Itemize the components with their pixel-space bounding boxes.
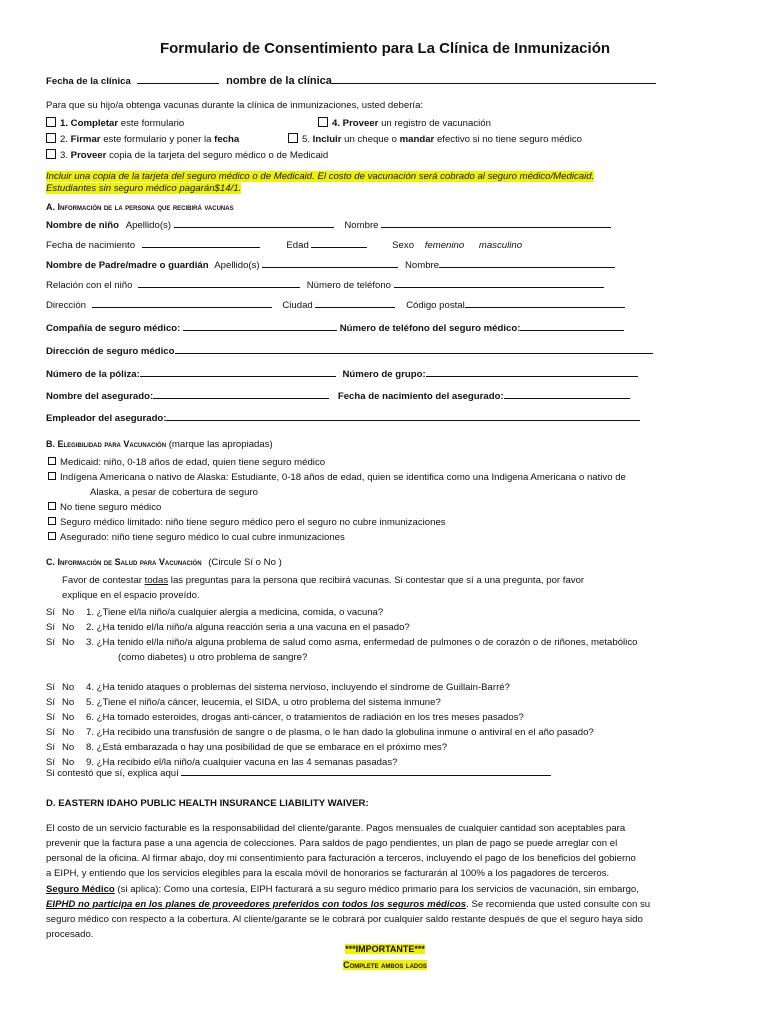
answer-no-option[interactable]: No [62, 607, 75, 618]
insurance-address-row [46, 344, 653, 357]
health-question: 9. ¿Ha recibido el/la niño/a cualquier vacuna en las 4 semanas pasadas? [86, 757, 398, 768]
child-name-row [46, 218, 611, 231]
answer-no-option[interactable]: No [62, 637, 75, 648]
relation-field[interactable] [138, 278, 300, 288]
step-1-bold: 1. Completar [60, 118, 119, 129]
zip-label: Código postal [406, 300, 465, 311]
employer-field[interactable] [166, 411, 640, 421]
birthdate-field[interactable] [142, 238, 260, 248]
notice-line-2: Estudiantes sin seguro médico pagarán$14/1. [46, 183, 242, 194]
answer-yes-option[interactable]: Sí [46, 682, 56, 693]
city-field[interactable] [315, 298, 395, 308]
section-b-heading-row [46, 439, 273, 450]
birthdate-label: Fecha de nacimiento [46, 240, 136, 251]
insured-row [46, 389, 630, 402]
step-5 [288, 133, 582, 145]
seguro-text: (si aplica): Como una cortesía, EIPH facturará a su seguro médico primario para los servicios de vacunación, sin embargo, [114, 884, 639, 895]
sex-male-option[interactable]: masculino [478, 240, 523, 251]
answer-no-option[interactable]: No [62, 712, 75, 723]
eligibility-option-label: Indígena Americana o nativo de Alaska: Estudiante, 0-18 años de edad, quien se identifica como una Indigena Americana o nativo de [60, 472, 626, 483]
eligibility-option-limited [48, 517, 446, 528]
eligibility-option-label: Seguro médico limitado: niño tiene seguro médico pero el seguro no cubre inmunizaciones [60, 517, 446, 528]
insurance-company-label: Compañía de seguro médico: [46, 323, 181, 334]
address-label: Dirección [46, 300, 86, 311]
step-2-text: este formulario y poner la [100, 134, 215, 145]
insured-birthdate-label: Fecha de nacimiento del asegurado: [337, 391, 504, 402]
sex-female-option[interactable]: femenino [424, 240, 465, 251]
answer-no-option[interactable]: No [62, 682, 75, 693]
clinic-header-row [46, 74, 656, 87]
age-label: Edad [286, 240, 309, 251]
insurance-phone-label: Número de teléfono del seguro médico: [339, 323, 521, 334]
answer-no-option[interactable]: No [62, 622, 75, 633]
footer-complete [0, 960, 770, 970]
insured-birthdate-field[interactable] [504, 389, 630, 399]
sex-label: Sexo [392, 240, 415, 251]
intro-text: Para que su hijo/a obtenga vacunas durante la clínica de inmunizaciones, usted debería: [46, 100, 424, 111]
birth-row [46, 238, 522, 251]
step-3-bold: Proveer [70, 150, 107, 161]
step-4-checkbox[interactable] [318, 117, 328, 127]
answer-yes-option[interactable]: Sí [46, 757, 56, 768]
employer-label: Empleador del asegurado: [46, 413, 167, 424]
answer-yes-option[interactable]: Sí [46, 622, 56, 633]
step-5-bold-2: mandar [399, 134, 435, 145]
zip-field[interactable] [465, 298, 625, 308]
health-question: 5. ¿Tiene el niño/a cáncer, leucemia, el SIDA, u otro problema del sistema inmune? [86, 697, 441, 708]
insurance-phone-field[interactable] [520, 321, 624, 331]
answer-yes-option[interactable]: Sí [46, 697, 56, 708]
waiver-line-2: prevenir que la factura pase a una agencia de colecciones. Para saldos de pago pendientes, un plan de pago se puede arreglar con el [46, 838, 618, 849]
step-2-bold: Firmar [70, 134, 101, 145]
step-5-number: 5. [302, 134, 313, 145]
section-c-intro-2: explique en el espacio proveído. [62, 590, 200, 601]
phone-field[interactable] [394, 278, 604, 288]
health-question: 3. ¿Ha tenido el/la niño/a alguna problema de salud como asma, enfermedad de pulmones o de corazón o de riñones, metabólico [86, 637, 638, 648]
eligibility-option-medicaid [48, 457, 325, 468]
guardian-lastname-field[interactable] [262, 258, 398, 268]
waiver-line-4: a EIPH, y entiendo que los servicios elegibles para la escala móvil de honorarios se facturarán al 100% a los pagadores de terceros. [46, 868, 610, 879]
eligibility-checkbox[interactable] [48, 532, 56, 540]
employer-row [46, 411, 640, 424]
age-field[interactable] [311, 238, 367, 248]
intro-pre: Favor de contestar [62, 575, 145, 586]
insurance-address-label: Dirección de seguro médico [46, 346, 175, 357]
child-name-label: Nombre de niño [46, 220, 120, 231]
eligibility-checkbox[interactable] [48, 517, 56, 525]
child-lastname-label: Apellido(s) [125, 220, 172, 231]
guardian-lastname-label: Apellido(s) [214, 260, 260, 271]
insurance-company-row [46, 321, 624, 334]
relation-label: Relación con el niño [46, 280, 133, 291]
section-c-instruction: (Circule Sí o No ) [208, 557, 282, 568]
step-4-text: un registro de vacunación [378, 118, 491, 129]
intro-post: las preguntas para la persona que recibirá vacunas. Si contestar que sí a una pregunta, por favor [168, 575, 585, 586]
step-3 [46, 149, 328, 161]
waiver-line-8: procesado. [46, 929, 94, 940]
group-field[interactable] [426, 367, 638, 377]
answer-yes-option[interactable]: Sí [46, 742, 56, 753]
step-5-text: un cheque o [341, 134, 400, 145]
health-question: 7. ¿Ha recibido una transfusión de sangre o de plasma, o le han dado la globulina inmune o antiviral en el año pasado? [86, 727, 594, 738]
step-2-number: 2. [60, 134, 71, 145]
guardian-label: Nombre de Padre/madre o guardián [46, 260, 209, 271]
section-c-intro [62, 575, 584, 586]
step-2-bold-2: fecha [214, 134, 240, 145]
address-row [46, 298, 625, 311]
insured-name-field[interactable] [153, 389, 329, 399]
step-1-text: este formulario [118, 118, 185, 129]
eligibility-checkbox[interactable] [48, 502, 56, 510]
waiver-line-1: El costo de un servicio facturable es la responsabilidad del cliente/garante. Pagos mensuales de cualquier cantidad son aceptables para [46, 823, 626, 834]
eligibility-option-label: No tiene seguro médico [60, 502, 162, 513]
health-question: 8. ¿Está embarazada o hay una posibilidad de que se embarace en el próximo mes? [86, 742, 448, 753]
eligibility-option-native-cont: Alaska, a pesar de cobertura de seguro [90, 487, 258, 498]
child-firstname-label: Nombre [344, 220, 379, 231]
step-4 [318, 117, 491, 129]
waiver-line-7: seguro médico con respecto a la cobertura. Al cliente/garante se le cobrará por cualquier saldo restante después de que el seguro haya sido [46, 914, 643, 925]
relation-row [46, 278, 604, 291]
clinic-date-label: Fecha de la clínica [46, 76, 131, 87]
insured-name-label: Nombre del asegurado: [46, 391, 154, 402]
answer-yes-option[interactable]: Sí [46, 712, 56, 723]
section-c-heading-row [46, 557, 282, 568]
explain-label: Si contestó que sí, explica aquí [46, 768, 179, 779]
guardian-row [46, 258, 615, 271]
step-4-bold: 4. Proveer [332, 118, 379, 129]
clinic-name-label: nombre de la clínica [226, 75, 332, 87]
phone-label: Número de teléfono [306, 280, 392, 291]
health-question: 6. ¿Ha tomado esteroides, drogas anti-cáncer, o tratamientos de radiación en los tres meses pasados? [86, 712, 524, 723]
insurance-address-field[interactable] [175, 344, 653, 354]
health-question: 4. ¿Ha tenido ataques o problemas del sistema nervioso, incluyendo el síndrome de Guillain-Barré? [86, 682, 510, 693]
section-c-heading: C. Información de Salud para Vacunación [46, 557, 202, 567]
policy-label: Número de la póliza: [46, 369, 140, 380]
health-question: 2. ¿Ha tenido el/la niño/a alguna reacción seria a una vacuna en el pasado? [86, 622, 410, 633]
guardian-firstname-field[interactable] [439, 258, 615, 268]
eligibility-option-label: Medicaid: niño, 0-18 años de edad, quien tiene seguro médico [60, 457, 326, 468]
clinic-name-field[interactable] [332, 74, 656, 84]
section-b-heading: B. Elegibilidad para Vacunación [46, 439, 167, 449]
complete-both-sides-label: Complete ambos lados [343, 960, 427, 970]
eligibility-checkbox[interactable] [48, 457, 56, 465]
answer-yes-option[interactable]: Sí [46, 637, 56, 648]
eligibility-option-label: Asegurado: niño tiene seguro médico lo cual cubre inmunizaciones [60, 532, 345, 543]
step-1 [46, 117, 184, 129]
insurance-notice [46, 171, 594, 194]
guardian-firstname-label: Nombre [404, 260, 440, 271]
eligibility-option-insured [48, 532, 345, 543]
footer-important [0, 944, 770, 954]
eligibility-option-uninsured [48, 502, 161, 513]
child-firstname-field[interactable] [381, 218, 611, 228]
explain-field[interactable] [181, 766, 551, 776]
eiphd-line [46, 899, 650, 910]
policy-row [46, 367, 638, 380]
waiver-line-3: personal de la oficina. Al firmar abajo, doy mi consentimiento para facturación a terceros, incluyendo el pago de los beneficios del gobierno [46, 853, 636, 864]
eligibility-option-native [48, 472, 626, 483]
answer-no-option[interactable]: No [62, 742, 75, 753]
section-d-heading: D. EASTERN IDAHO PUBLIC HEALTH INSURANCE LIABILITY WAIVER: [46, 798, 369, 809]
health-question: 1. ¿Tiene el/la niño/a cualquier alergia a medicina, comida, o vacuna? [86, 607, 384, 618]
step-2 [46, 133, 239, 145]
notice-line-1: Incluir una copia de la tarjeta del seguro médico o de Medicaid. El costo de vacunación será cobrado al seguro médico/Medicaid. [46, 171, 595, 182]
eiphd-notice: EIPHD no participa en los planes de proveedores preferidos con todos los seguros médicos [46, 899, 467, 910]
step-3-number: 3. [60, 150, 71, 161]
step-3-checkbox[interactable] [46, 149, 56, 159]
answer-no-option[interactable]: No [62, 697, 75, 708]
answer-no-option[interactable]: No [62, 727, 75, 738]
seguro-label: Seguro Médico [46, 884, 115, 895]
important-label: ***IMPORTANTE*** [345, 944, 425, 954]
answer-yes-option[interactable]: Sí [46, 607, 56, 618]
health-question-continuation: (como diabetes) u otro problema de sangre? [118, 652, 308, 663]
seguro-line [46, 884, 639, 895]
address-field[interactable] [92, 298, 272, 308]
step-5-checkbox[interactable] [288, 133, 298, 143]
section-b-note: (marque las apropiadas) [166, 439, 273, 450]
insurance-company-field[interactable] [183, 321, 337, 331]
explain-row [46, 766, 551, 779]
child-lastname-field[interactable] [174, 218, 334, 228]
step-3-text: copia de la tarjeta del seguro médico o de Medicaid [106, 150, 329, 161]
step-5-bold: Incluir [312, 134, 342, 145]
city-label: Ciudad [282, 300, 313, 311]
policy-field[interactable] [140, 367, 336, 377]
intro-underlined: todas [144, 575, 169, 586]
eligibility-checkbox[interactable] [48, 472, 56, 480]
step-1-checkbox[interactable] [46, 117, 56, 127]
clinic-date-field[interactable] [137, 74, 219, 84]
step-5-text-2: efectivo si no tiene seguro médico [434, 134, 583, 145]
step-2-checkbox[interactable] [46, 133, 56, 143]
form-title: Formulario de Consentimiento para La Clínica de Inmunización [159, 40, 611, 57]
answer-yes-option[interactable]: Sí [46, 727, 56, 738]
answer-no-option[interactable]: No [62, 757, 75, 768]
group-label: Número de grupo: [342, 369, 426, 380]
eiphd-text: . Se recomienda que usted consulte con su [466, 899, 651, 910]
section-a-heading: A. Información de la persona que recibirá vacunas [46, 202, 234, 212]
